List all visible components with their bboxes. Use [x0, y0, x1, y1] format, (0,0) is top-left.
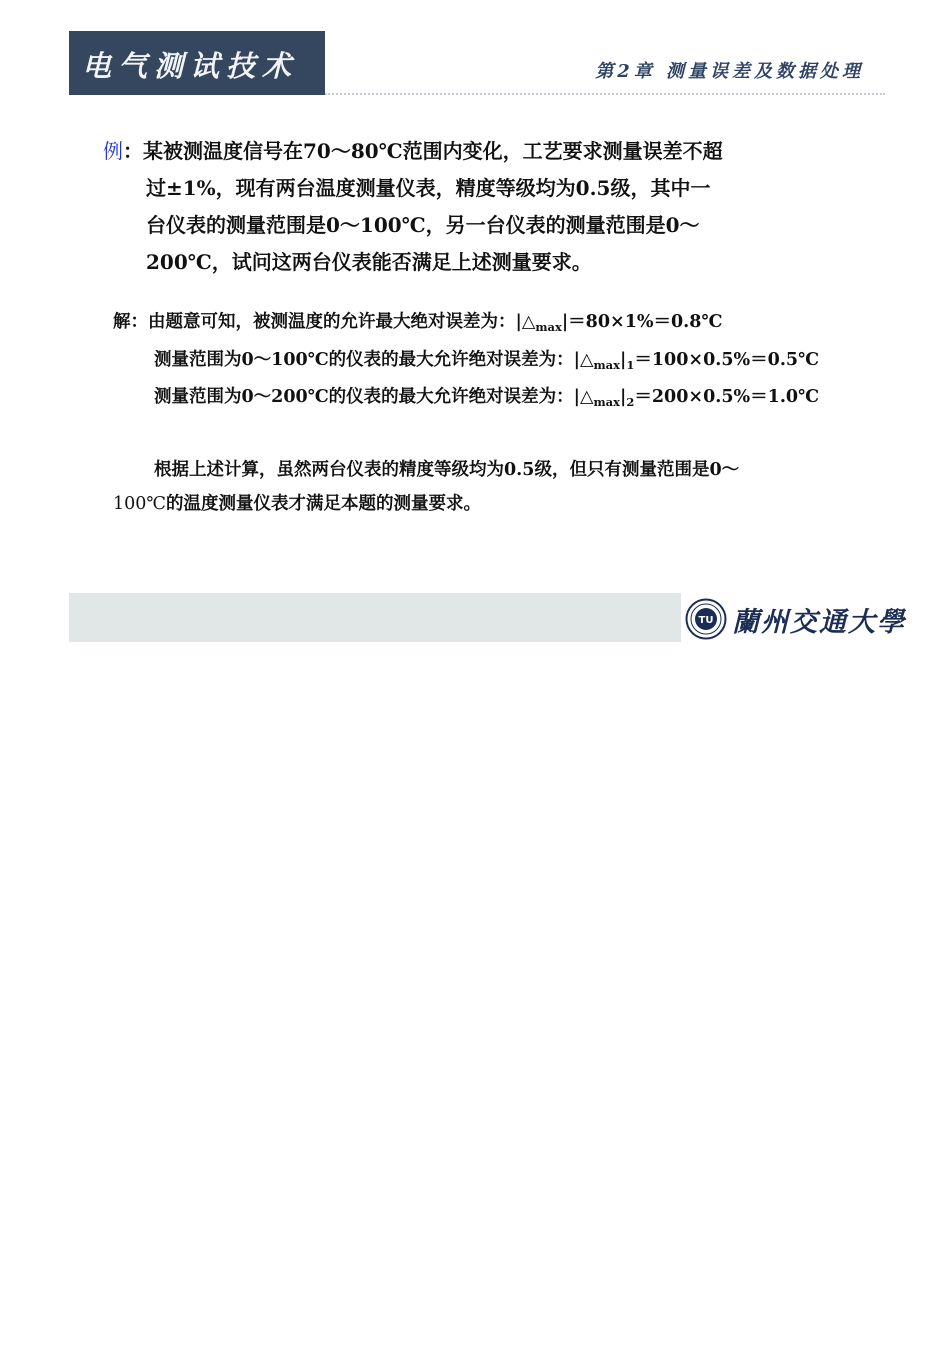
example-label: 例: [103, 139, 123, 163]
conclusion-block: [113, 453, 739, 521]
solution-line-2: 测量范围为0～100℃的仪表的最大允许绝对误差为：$|\triangle_{max}|_1=100\times 0.5\%=0.5℃$: [154, 349, 820, 372]
example-line-4: 200℃，试问这两台仪表能否满足上述测量要求。: [146, 250, 592, 274]
header-divider: [325, 93, 885, 95]
university-seal-icon: [685, 598, 727, 640]
example-line-3: 台仪表的测量范围是0～100℃，另一台仪表的测量范围是0～: [146, 213, 700, 237]
solution-line-3: 测量范围为0～200℃的仪表的最大允许绝对误差为：$|\triangle_{max}|_2=200\times 0.5\%=1.0℃$: [154, 387, 820, 409]
example-problem: [103, 133, 803, 281]
svg-text:TU: TU: [698, 615, 714, 626]
course-title: 电气测试技术: [82, 49, 299, 83]
university-logo: [685, 597, 906, 641]
solution-line-1: 解：由题意可知，被测温度的允许最大绝对误差为：$|\triangle_{max}|=80\times 1\%=0.8℃$: [113, 312, 723, 334]
conclusion-line-2: 100℃的温度测量仪表才满足本题的测量要求。: [113, 494, 481, 514]
university-name: 蘭州交通大學: [732, 606, 906, 638]
footer-bar: [69, 593, 681, 642]
solution-block: [113, 304, 819, 417]
example-line-2: 过±1%，现有两台温度测量仪表，精度等级均为0.5级，其中一: [146, 176, 711, 200]
conclusion-line-1: 根据上述计算，虽然两台仪表的精度等级均为0.5级，但只有测量范围是0～: [154, 460, 740, 480]
chapter-title: 第2章 测量误差及数据处理: [595, 61, 864, 82]
example-line-1: 例：某被测温度信号在70～80℃范围内变化，工艺要求测量误差不超: [103, 139, 723, 163]
